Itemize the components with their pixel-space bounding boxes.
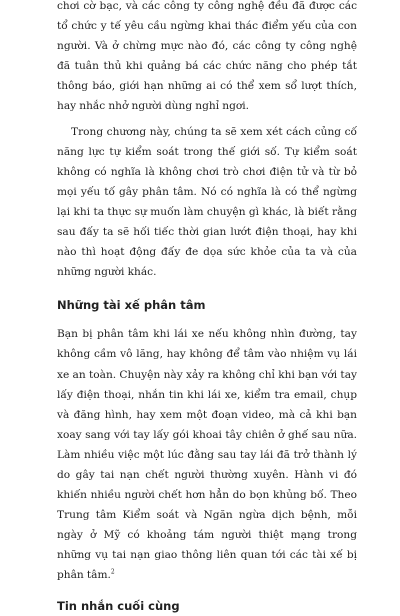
paragraph-intro-continuation: chơi cờ bạc, và các công ty công nghệ đều đã được các tổ chức y tế yêu cầu ngừng khai thác điểm yếu của con người. Và ở chừng mực nào đó, các công ty công nghệ đã tuân thủ khi quảng bá các chức năng cho phép tắt thông báo, giới hạn những ai có thể xem sổ lượt thích, hay nhắc nhở người dùng nghỉ ngơi. [57,0,357,113]
paragraph-chapter-overview: Trong chương này, chúng ta sẽ xem xét cách củng cố năng lực tự kiểm soát trong thế giới số. Tự kiểm soát không có nghĩa là không chơi trò chơi điện tử và từ bỏ mọi yếu tố gây phân tâm. Nó có nghĩa là có thể ngừng lại khi ta thực sự muốn làm chuyện gì khác, là biết rằng sau đấy ta sẽ hối tiếc thời gian lướt điện thoại, hay khi nào thì hoạt động đấy đe dọa sức khỏe của ta và của những người khác. [57,125,357,279]
book-page [57,0,357,616]
footnote-marker: 2 [110,568,115,576]
section-heading-distracted-drivers: Những tài xế phân tâm [57,298,206,313]
paragraph-distracted-driving [57,324,357,585]
paragraph-distracted-driving-text: Bạn bị phân tâm khi lái xe nếu không nhìn đường, tay không cầm vô lăng, hay không để tâm vào nhiệm vụ lái xe an toàn. Chuyện này xảy ra không chỉ khi bạn với tay lấy điện thoại, nhắn tin khi lái xe, kiểm tra email, chụp và đăng hình, hay xem một đoạn video, mà cả khi bạn xoay sang với tay lấy gói khoai tây chiên ở ghế sau nữa. Làm nhiều việc một lúc đằng sau tay lái đã trở thành lý do gây tai nạn chết người thường xuyên. Hành vi đó khiến nhiều người chết hơn hẳn do bọn khủng bố. Theo Trung tâm Kiểm soát và Ngăn ngừa dịch bệnh, mỗi ngày ở Mỹ có khoảng tám người thiệt mạng trong những vụ tai nạn giao thông liên quan tới các tài xế bị phân tâm. [57,328,357,582]
section-heading-last-message: Tin nhắn cuối cùng [57,598,180,613]
